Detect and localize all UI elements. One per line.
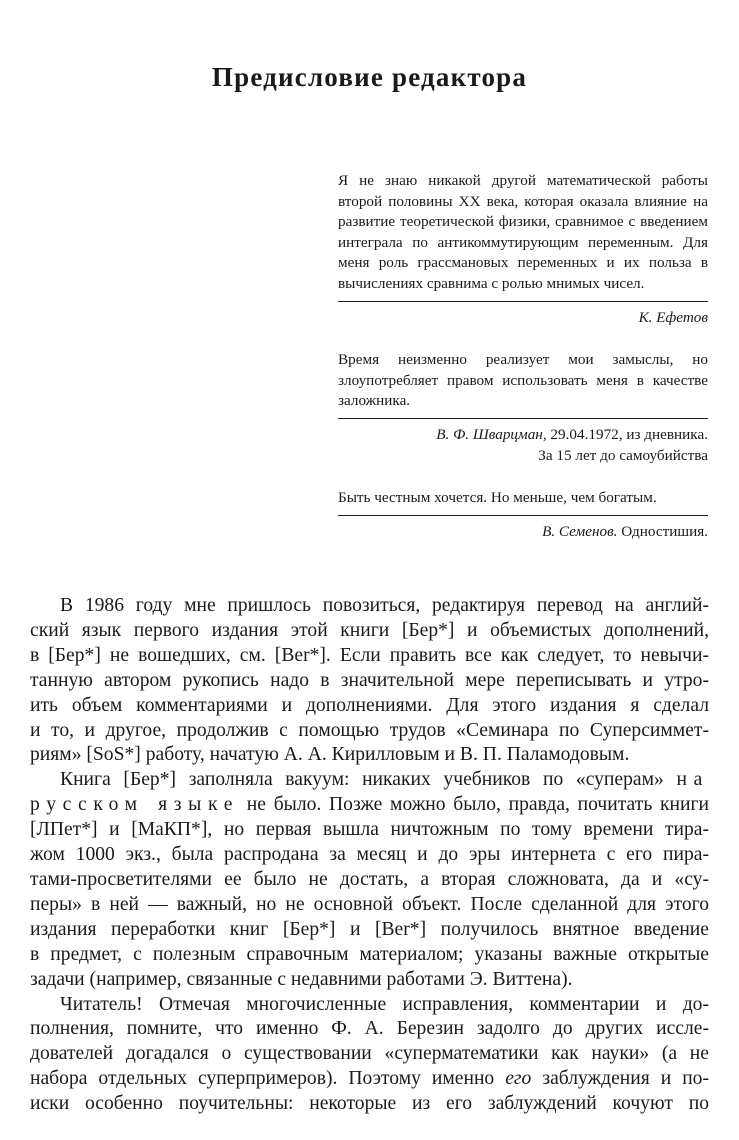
text-line: [30, 768, 709, 793]
paragraph-2: [30, 768, 709, 992]
page-title: Предисловие редактора: [211, 62, 528, 92]
epigraph-text: Я не знаю никакой другой математической работы второй половины XX века, которая оказала влияние на развитие теоретической физики, сравнимое с введением интеграла по антикоммутирующим переменным. Для меня роль грассмановых переменных и их польза в вычислениях сравнима с ролью мнимых чисел.: [338, 172, 708, 292]
epigraph-3: [338, 488, 708, 542]
epigraph-source: Одностишия.: [617, 522, 708, 540]
text-line: риям» [SoS*] работу, начатую А. А. Кирилловым и В. П. Паламодовым.: [30, 744, 630, 766]
spaced-text: русском языке: [30, 794, 240, 816]
epigraph-rule: [338, 418, 708, 419]
epigraph-attribution: [338, 522, 708, 543]
text-fragment: не было. Позже можно было, правда, почитать книги: [246, 794, 709, 816]
epigraph-text: Быть честным хочется. Но меньше, чем богатым.: [338, 489, 657, 507]
epigraph-rule: [338, 301, 708, 302]
epigraph-author: К. Ефетов: [638, 308, 708, 326]
text-line: полнения, помните, что именно Ф. А. Березин задолго до других иссле-: [30, 1018, 709, 1040]
epigraph-author: В. Ф. Шварцман: [436, 425, 543, 443]
text-line: [30, 793, 709, 818]
text-line: дователей догадался о существовании «суперматематики как науки» (а не: [30, 1043, 709, 1065]
epigraph-note: За 15 лет до самоубийства: [538, 446, 708, 464]
text-line: танную автором рукопись надо в значительной мере переписывать и утро-: [30, 669, 709, 691]
text-fragment: набора отдельных суперпримеров). Поэтому именно: [30, 1068, 495, 1090]
text-line: [30, 1067, 709, 1092]
text-line: Читатель! Отмечая многочисленные исправления, комментарии и до-: [60, 993, 709, 1015]
text-line: ский язык первого издания этой книги [Бер*] и объемистых дополнений,: [30, 619, 709, 641]
text-line: жом 1000 экз., была распродана за месяц и до эры интернета с его пира-: [30, 844, 709, 866]
italic-word: его: [505, 1068, 532, 1090]
main-text: [30, 594, 709, 1117]
text-line: издания переработки книг [Бер*] и [Ber*] получилось внятное введение: [30, 918, 709, 940]
text-line: В 1986 году мне пришлось повозиться, редактируя перевод на англий-: [60, 595, 709, 616]
text-line: иски особенно поучительны: некоторые из его заблуждений кочуют по: [30, 1093, 709, 1115]
text-line: в предмет, с полезным справочным материалом; указаны важные открытые: [30, 943, 709, 965]
epigraph-1: [338, 171, 708, 328]
epigraph-source: , 29.04.1972, из дневника.: [542, 425, 708, 443]
text-fragment: заблуждения и по-: [542, 1068, 710, 1090]
spaced-text: на: [676, 769, 709, 791]
paragraph-1: [30, 594, 709, 768]
epigraph-attribution: [338, 425, 708, 446]
epigraph-attribution: [338, 308, 708, 329]
epigraph-text: Время неизменно реализует мои замыслы, но злоупотребляет правом использовать меня в качестве заложника.: [338, 351, 708, 410]
text-line: задачи (например, связанные с недавними работами Э. Виттена).: [30, 968, 573, 990]
text-line: тами-просветителями ее было не достать, а вторая сложновата, да и «су-: [30, 868, 709, 890]
text-line: и то, и другое, продолжив с помощью трудов «Семинара по Суперсиммет-: [30, 719, 709, 741]
epigraph-author: В. Семенов.: [542, 522, 618, 540]
epigraph-2: [338, 350, 708, 466]
text-line: перы» в ней — важный, но не основной объект. После сделанной для этого: [30, 893, 709, 915]
text-line: в [Бер*] не вошедших, см. [Ber*]. Если править все как следует, то невычи-: [30, 644, 709, 666]
paragraph-3: [30, 993, 709, 1118]
text-line: ить объем комментариями и дополнениями. Для этого издания я сделал: [30, 694, 709, 716]
text-fragment: Книга [Бер*] заполняла вакуум: никаких учебников по «суперам»: [60, 769, 664, 791]
epigraph-rule: [338, 515, 708, 516]
epigraphs: [338, 171, 708, 542]
text-line: [ЛПет*] и [МаКП*], но первая вышла ничтожным по тому времени тира-: [30, 819, 709, 841]
